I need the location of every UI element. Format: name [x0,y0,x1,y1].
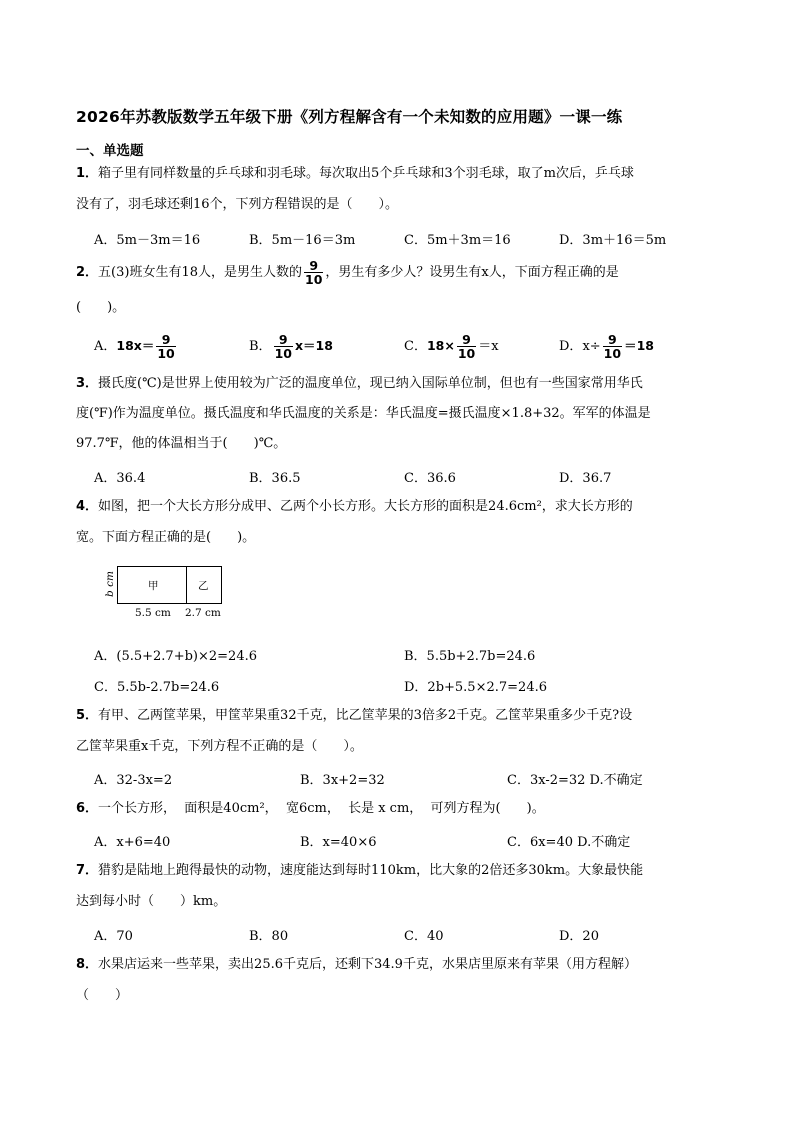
question-6-line-1: 6．一个长方形， 面积是40cm²， 宽6cm， 长是 x cm， 可列方程为( )。 [76,801,545,816]
question-2-number: 2． [76,265,99,280]
question-2-line-2: ( )。 [76,300,126,315]
question-4-line-2: 宽。下面方程正确的是( )。 [76,530,256,545]
question-7-option-b: B．80 [249,929,289,944]
question-7-option-c: C．40 [404,929,444,944]
question-1-line-1: 1．箱子里有同样数量的乒乓球和羽毛球。每次取出5个乒乓球和3个羽毛球，取了m次后，乒乓球 [76,166,634,181]
question-6-option-a: A．x+6=40 [94,835,171,850]
question-4-number: 4． [76,499,99,514]
question-1-number: 1． [76,166,99,181]
page-title: 2026年苏教版数学五年级下册《列方程解含有一个未知数的应用题》一课一练 [76,108,623,126]
question-1-option-b: B．5m－16＝3m [249,233,356,248]
question-3-option-b: B．36.5 [249,471,301,486]
bottom-label-left: 5.5 cm [135,607,171,619]
question-5-option-b: B．3x+2=32 [300,773,385,788]
question-4-option-b: B．5.5b+2.7b=24.6 [404,649,536,664]
question-2-option-b: B． $\frac{9}{10}$ x＝18 [249,332,333,361]
fraction: $\frac{9}{10}$ [274,332,292,361]
question-1-option-c: C．5m＋3m＝16 [404,233,511,248]
question-3-line-1: 3．摄氏度(℃)是世界上使用较为广泛的温度单位，现已纳入国际单位制，但也有一些国家常用华氏 [76,376,643,391]
question-1-option-d: D．3m＋16＝5m [559,233,667,248]
question-8-line-1: 8．水果店运来一些苹果，卖出25.6千克后，还剩下34.9千克，水果店里原来有苹果（用方程解） [76,957,637,972]
bottom-label-right: 2.7 cm [185,607,221,619]
question-6-number: 6． [76,801,99,816]
label-jia: 甲 [148,580,159,592]
side-label: b cm [103,571,116,597]
question-5-option-c: C．3x-2=32 D.不确定 [507,773,643,788]
question-4-line-1: 4．如图，把一个大长方形分成甲、乙两个小长方形。大长方形的面积是24.6cm²，求大长方形的 [76,499,633,514]
question-7-line-1: 7．猎豹是陆地上跑得最快的动物，速度能达到每时110km，比大象的2倍还多30km。大象最快能 [76,863,644,878]
question-1-option-a: A．5m－3m＝16 [94,233,201,248]
question-4-option-a: A．(5.5+2.7+b)×2=24.6 [94,649,257,664]
question-3-line-2: 度(℉)作为温度单位。摄氏温度和华氏温度的关系是：华氏温度=摄氏温度×1.8+32。军军的体温是 [76,406,651,421]
question-5-number: 5． [76,708,99,723]
question-7-number: 7． [76,863,99,878]
fraction: $\frac{9}{10}$ [603,332,622,361]
question-2-line-1: 2．五(3)班女生有18人，是男生人数的 $\frac{9}{10}$ ，男生有多少人？设男生有x人，下面方程正确的是 [76,258,619,287]
fraction: $\frac{9}{10}$ [305,258,323,287]
rectangle-figure [103,566,233,622]
question-6-option-c: C．6x=40 D.不确定 [507,835,631,850]
question-2-option-d: D．x÷ $\frac{9}{10}$ ＝18 [559,332,654,361]
question-5-line-2: 乙筐苹果重x千克，下列方程不正确的是（ ）。 [76,739,363,754]
question-8-line-2: （ ） [76,988,129,1003]
question-3-line-3: 97.7℉，他的体温相当于( )℃。 [76,436,287,451]
fraction: $\frac{9}{10}$ [157,332,175,361]
question-3-option-d: D．36.7 [559,471,612,486]
question-7-option-a: A．70 [94,929,133,944]
question-3-option-c: C．36.6 [404,471,456,486]
question-2-option-c: C．18× $\frac{9}{10}$ ＝x [404,332,499,361]
question-5-option-a: A．32-3x=2 [94,773,173,788]
question-7-line-2: 达到每小时（ ）km。 [76,894,227,909]
question-3-number: 3． [76,376,99,391]
question-8-number: 8． [76,957,99,972]
question-2-option-a: A．18x＝ $\frac{9}{10}$ [94,332,175,361]
question-1-line-2: 没有了，羽毛球还剩16个，下列方程错误的是（ ）。 [76,197,399,212]
question-3-option-a: A．36.4 [94,471,146,486]
fraction: $\frac{9}{10}$ [457,332,476,361]
question-6-option-b: B．x=40×6 [300,835,377,850]
question-5-line-1: 5．有甲、乙两筐苹果，甲筐苹果重32千克，比乙筐苹果的3倍多2千克。乙筐苹果重多少千克?设 [76,708,633,723]
label-yi: 乙 [198,580,209,592]
question-4-option-c: C．5.5b-2.7b=24.6 [94,680,220,695]
section-heading: 一、单选题 [76,143,144,159]
question-4-option-d: D．2b+5.5×2.7=24.6 [404,680,547,695]
question-7-option-d: D．20 [559,929,599,944]
